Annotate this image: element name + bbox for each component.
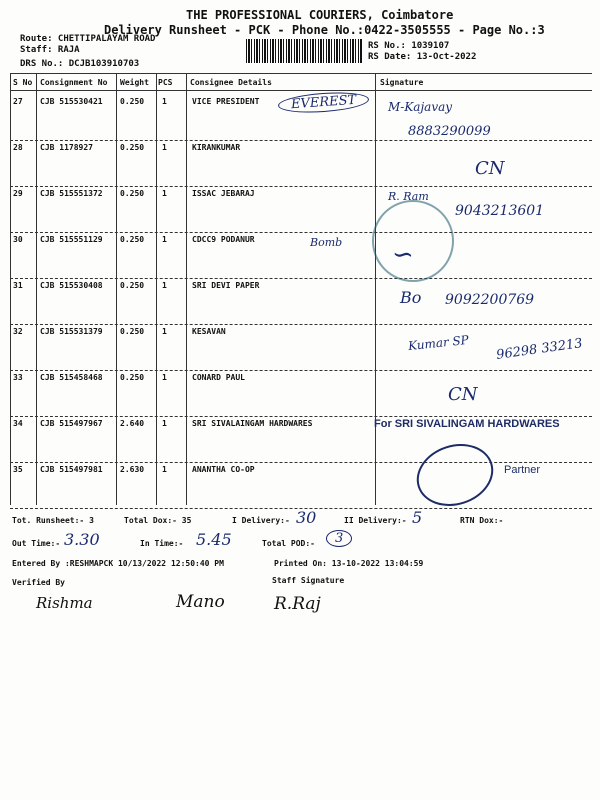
row-divider — [10, 232, 592, 233]
company-stamp-text: For SRI SIVALINGAM HARDWARES — [374, 418, 560, 430]
initial-mark: Bo — [400, 288, 422, 307]
row-weight: 0.250 — [120, 281, 145, 290]
rs-number: RS No.: 1039107 — [368, 41, 450, 51]
rtn-dox-label: RTN Dox:- — [460, 516, 504, 525]
row-divider — [10, 278, 592, 279]
row-pcs: 1 — [162, 189, 167, 198]
row-weight: 0.250 — [120, 97, 145, 106]
row-sno: 29 — [13, 189, 23, 198]
row-weight: 2.630 — [120, 465, 145, 474]
row-consignee: CDCC9 PODANUR — [192, 235, 255, 244]
handwritten-phone: 96298 33213 — [495, 336, 584, 363]
row-weight: 0.250 — [120, 143, 145, 152]
row-consignee: CONARD PAUL — [192, 373, 245, 382]
row-weight: 0.250 — [120, 189, 145, 198]
row-pcs: 1 — [162, 235, 167, 244]
row-consignee: KESAVAN — [192, 327, 226, 336]
row-consignee: KIRANKUMAR — [192, 143, 241, 152]
row-consignee: ANANTHA CO-OP — [192, 465, 255, 474]
row-divider — [10, 186, 592, 187]
handwritten-signature: CN — [448, 384, 478, 405]
row-consignment-no: CJB 515551372 — [40, 189, 103, 198]
row-sno: 33 — [13, 373, 23, 382]
row-consignee: SRI SIVALAINGAM HARDWARES — [192, 419, 313, 428]
in-time-label: In Time:- — [140, 539, 184, 548]
col-header-consignee: Consignee Details — [190, 78, 272, 87]
handwritten-note: Bomb — [310, 236, 343, 249]
route-label: Route: CHETTIPALAYAM ROAD — [20, 34, 156, 44]
row-pcs: 1 — [162, 327, 167, 336]
ii-delivery-value: 5 — [412, 508, 423, 527]
row-weight: 2.640 — [120, 419, 145, 428]
verified-by-label: Verified By — [12, 578, 65, 587]
table-border-left — [10, 73, 11, 505]
col-header-consignment: Consignment No — [40, 78, 108, 87]
row-pcs: 1 — [162, 419, 167, 428]
total-pod-value: 3 — [326, 530, 352, 547]
row-sno: 35 — [13, 465, 23, 474]
col-divider — [375, 73, 376, 505]
row-consignment-no: CJB 515530421 — [40, 97, 103, 106]
barcode — [246, 39, 362, 63]
staff-signature: R.Raj — [274, 594, 321, 614]
row-divider — [10, 370, 592, 371]
i-delivery-label: I Delivery:- — [232, 516, 290, 525]
handwritten-signature: Kumar SP — [407, 332, 470, 354]
out-time-value: 3.30 — [64, 530, 100, 549]
row-pcs: 1 — [162, 281, 167, 290]
row-pcs: 1 — [162, 465, 167, 474]
row-sno: 30 — [13, 235, 23, 244]
row-consignment-no: CJB 1178927 — [40, 143, 93, 152]
row-pcs: 1 — [162, 373, 167, 382]
staff-signature-label: Staff Signature — [272, 576, 345, 585]
handwritten-signature: CN — [475, 158, 505, 179]
handwritten-signature: R. Ram — [388, 190, 429, 203]
col-header-pcs: PCS — [158, 78, 173, 87]
signature-scribble: ∽ — [392, 240, 414, 270]
col-header-sno: S No — [13, 78, 33, 87]
total-pod-label: Total POD:- — [262, 539, 315, 548]
total-dox: Total Dox:- 35 — [124, 516, 192, 525]
out-time-label: Out Time:- — [12, 539, 61, 548]
col-divider — [116, 73, 117, 505]
handwritten-signature: Mano — [176, 592, 225, 612]
col-header-weight: Weight — [120, 78, 149, 87]
row-consignment-no: CJB 515497967 — [40, 419, 103, 428]
row-weight: 0.250 — [120, 327, 145, 336]
row-consignee: VICE PRESIDENT — [192, 97, 260, 106]
row-consignment-no: CJB 515530408 — [40, 281, 103, 290]
row-pcs: 1 — [162, 143, 167, 152]
row-divider — [10, 462, 592, 463]
i-delivery-value: 30 — [296, 508, 317, 527]
row-sno: 27 — [13, 97, 23, 106]
ii-delivery-label: II Delivery:- — [344, 516, 407, 525]
row-divider — [10, 140, 592, 141]
row-weight: 0.250 — [120, 373, 145, 382]
handwritten-phone: 8883290099 — [408, 124, 491, 139]
in-time-value: 5.45 — [196, 530, 232, 549]
company-name: THE PROFESSIONAL COURIERS, Coimbatore — [186, 8, 454, 22]
col-header-signature: Signature — [380, 78, 424, 87]
handwritten-phone: 9043213601 — [455, 203, 545, 219]
table-top-line — [10, 73, 592, 74]
handwritten-signature: M-Kajavay — [388, 100, 453, 114]
runsheet-title: Delivery Runsheet - PCK - Phone No.:0422-3505555 - Page No.:3 — [104, 23, 545, 37]
col-divider — [156, 73, 157, 505]
row-divider — [10, 324, 592, 325]
row-consignment-no: CJB 515531379 — [40, 327, 103, 336]
partner-label: Partner — [504, 464, 541, 476]
row-weight: 0.250 — [120, 235, 145, 244]
printed-on: Printed On: 13-10-2022 13:04:59 — [274, 559, 424, 568]
row-consignee: SRI DEVI PAPER — [192, 281, 260, 290]
partner-stamp — [409, 434, 502, 515]
row-consignment-no: CJB 515551129 — [40, 235, 103, 244]
row-consignment-no: CJB 515497981 — [40, 465, 103, 474]
row-sno: 28 — [13, 143, 23, 152]
row-sno: 31 — [13, 281, 23, 290]
col-divider — [36, 73, 37, 505]
rs-date: RS Date: 13-Oct-2022 — [368, 52, 477, 62]
row-sno: 32 — [13, 327, 23, 336]
staff-label: Staff: RAJA — [20, 45, 80, 55]
row-sno: 34 — [13, 419, 23, 428]
row-pcs: 1 — [162, 97, 167, 106]
verified-signature: Rishma — [36, 594, 93, 612]
total-runsheet: Tot. Runsheet:- 3 — [12, 516, 94, 525]
col-divider — [186, 73, 187, 505]
row-consignee: ISSAC JEBARAJ — [192, 189, 255, 198]
handwritten-note: EVEREST — [277, 90, 369, 115]
row-consignment-no: CJB 515458468 — [40, 373, 103, 382]
drs-number: DRS No.: DCJB103910703 — [20, 59, 140, 69]
entered-by: Entered By :RESHMAPCK 10/13/2022 12:50:40 PM — [12, 559, 224, 568]
handwritten-phone: 9092200769 — [445, 292, 535, 308]
table-header-line — [10, 90, 592, 91]
row-divider — [10, 416, 592, 417]
